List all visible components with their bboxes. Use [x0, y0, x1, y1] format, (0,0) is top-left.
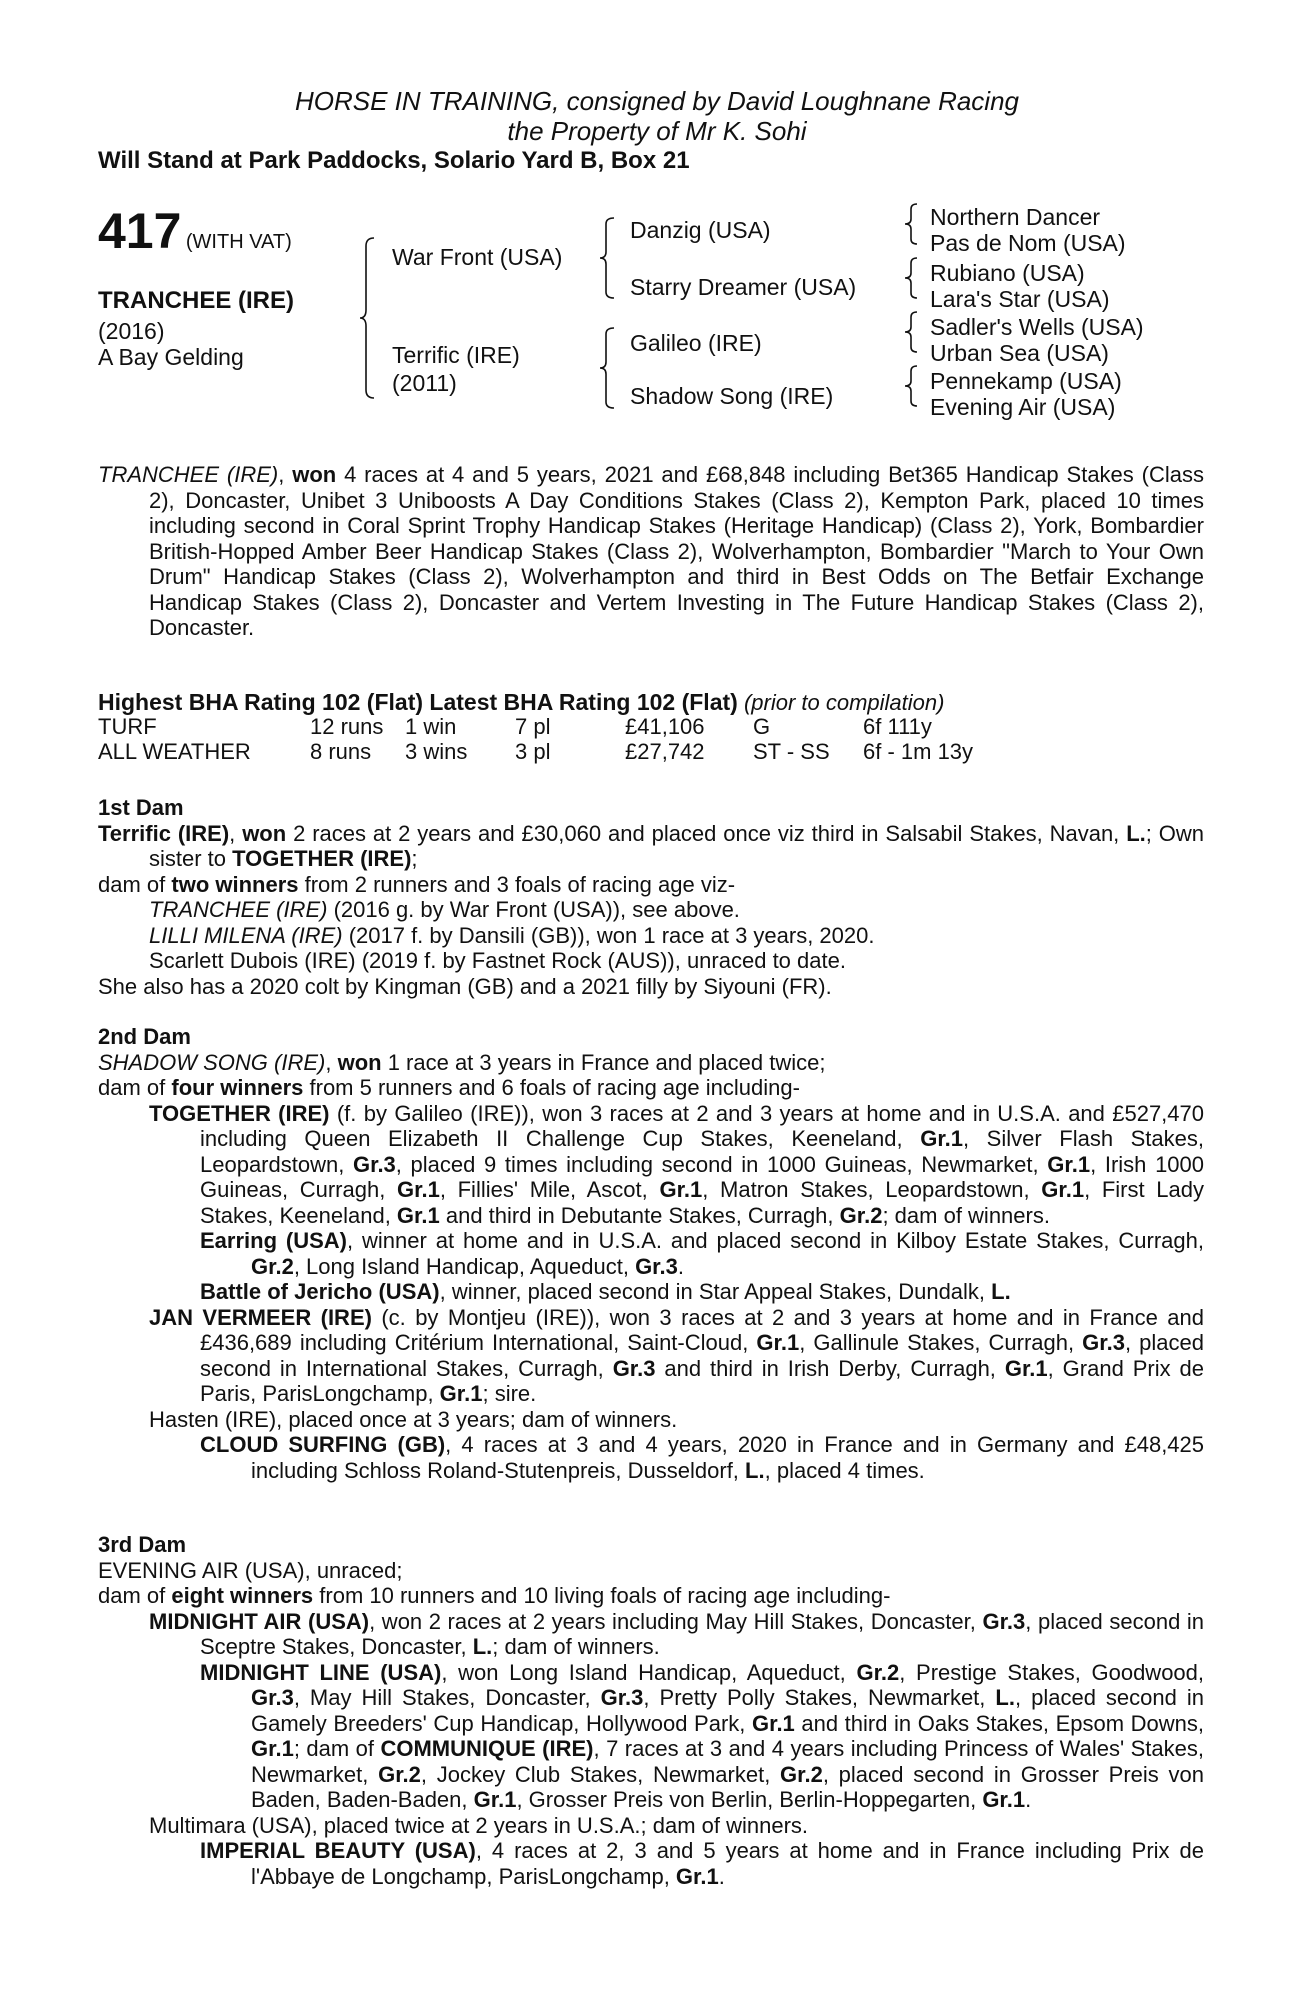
foal-text: , 4 races at 3 and 4 years, 2020 in France and in Germany and £48,425 including Schloss Roland-Stutenpreis, Dusseldorf,: [251, 1432, 1205, 1483]
pedigree-sdd: Lara's Star (USA): [930, 286, 1110, 312]
second-dam-record: SHADOW SONG (IRE), won 1 race at 3 years in France and placed twice;: [98, 1049, 826, 1075]
summary-horse-name: TRANCHEE (IRE): [98, 462, 279, 487]
foal-name: Battle of Jericho (USA): [200, 1279, 440, 1304]
foal-text: (2016 g. by War Front (USA)), see above.: [327, 897, 740, 922]
listed-tag: L.: [745, 1457, 765, 1483]
foal-text: , Gallinule Stakes, Curragh,: [799, 1330, 1083, 1355]
first-dam-sister: TOGETHER (IRE): [232, 846, 412, 871]
second-dam-produce: [98, 1075, 1204, 1101]
stand-line: Will Stand at Park Paddocks, Solario Yard B, Box 21: [98, 147, 690, 174]
foal-name: IMPERIAL BEAUTY (USA): [200, 1838, 476, 1863]
race-summary: TRANCHEE (IRE), won 4 races at 4 and 5 years, 2021 and £68,848 including Bet365 Handicap Stakes (Class 2), Doncaster, Unibet 3 Uniboosts A Day Conditions Stakes (Class 2), Kempton Park, placed 10 times including second in Coral Sprint Trophy Handicap Stakes (Heritage Handicap) (Class 2), York, Bombardier British-Hopped Amber Beer Handicap Stakes (Class 2), Wolverhampton, Bombardier "March to Your Own Drum" Handicap Stakes (Class 2), Wolverhampton and third in Best Odds on The Betfair Exchange Handicap Stakes (Class 2), Doncaster and Vertem Investing in The Future Handicap Stakes (Class 2), Doncaster.: [98, 462, 1204, 640]
second-dam-heading: 2nd Dam: [98, 1024, 191, 1049]
winners-count: two winners: [171, 871, 299, 897]
foal-text: , Matron Stakes, Leopardstown,: [702, 1177, 1042, 1202]
pedigree-ssd: Pas de Nom (USA): [930, 230, 1126, 256]
first-dam-also: She also has a 2020 colt by Kingman (GB) and a 2021 filly by Siyouni (FR).: [98, 973, 832, 999]
foal-text: ; sire.: [482, 1381, 537, 1406]
stats-going: ST - SS: [753, 739, 830, 764]
foal-text: ; dam of winners.: [492, 1634, 660, 1659]
pedigree-brace-dd: [905, 366, 921, 406]
group-tag: Gr.2: [856, 1659, 900, 1685]
group-tag: Gr.3: [982, 1608, 1026, 1634]
stats-runs: 8 runs: [310, 739, 372, 764]
pedigree-brace-ds: [905, 312, 921, 352]
pedigree-dd: Shadow Song (IRE): [630, 383, 834, 409]
foal-name: Earring (USA): [200, 1228, 348, 1253]
foal-name: LILLI MILENA (IRE): [149, 922, 343, 948]
stats-row-turf: [98, 714, 973, 739]
group-tag: Gr.1: [1004, 1355, 1048, 1381]
produce-midnight-line: [98, 1660, 1204, 1813]
second-dam-section: [98, 1024, 1204, 1483]
first-dam-text: 2 races at 2 years and £30,060 and placed once viz third in Salsabil Stakes, Navan,: [286, 820, 1127, 846]
stats-earnings: £41,106: [625, 714, 705, 739]
foal-text: , Prestige Stakes, Goodwood,: [899, 1659, 1205, 1685]
foal-name: MIDNIGHT AIR (USA): [149, 1608, 370, 1634]
group-tag: Gr.1: [982, 1787, 1026, 1812]
group-tag: Gr.1: [396, 1202, 440, 1228]
foal-text: , placed 9 times including second in 1000 Guineas, Newmarket,: [395, 1151, 1048, 1177]
listed-tag: L.: [1126, 820, 1146, 846]
pedigree-ss: Danzig (USA): [630, 217, 771, 243]
foal-text: , 7 races at 3 and 4 years including Princess of Wales' Stakes, Newmarket,: [251, 1736, 1205, 1787]
vat-label: (WITH VAT): [185, 231, 292, 253]
first-dam-produce: [98, 872, 1204, 898]
foal-text: , placed second in International Stakes, Curragh,: [200, 1330, 1204, 1381]
rating-note: (prior to compilation): [743, 690, 945, 715]
rating-line: [98, 690, 944, 716]
stats-runs: 12 runs: [310, 714, 384, 739]
foal-text: , placed second in Grosser Preis von Baden, Baden-Baden,: [251, 1761, 1204, 1812]
group-tag: Gr.3: [600, 1685, 644, 1710]
lot-number: 417: [98, 203, 182, 259]
produce-text: from 5 runners and 6 foals of racing age including-: [303, 1075, 800, 1100]
foal-text: and third in Irish Derby, Curragh,: [655, 1355, 1005, 1381]
produce-jan-vermeer: [98, 1305, 1204, 1407]
pedigree-dds: Pennekamp (USA): [930, 368, 1122, 394]
foal-text: , placed second in Sceptre Stakes, Doncaster,: [200, 1608, 1205, 1659]
stats-earnings: £27,742: [625, 739, 705, 764]
group-tag: Gr.2: [839, 1202, 883, 1228]
group-tag: Gr.2: [378, 1761, 421, 1787]
group-tag: Gr.3: [251, 1685, 294, 1710]
foal-text: and third in Oaks Stakes, Epsom Downs,: [794, 1710, 1204, 1736]
foal-text: (c. by Montjeu (IRE)), won 3 races at 2 and 3 years at home and in France and £436,689 including Critérium International, Saint-Cloud,: [200, 1304, 1205, 1355]
foal-text: , Grand Prix de Paris, ParisLongchamp,: [200, 1355, 1205, 1406]
horse-name: TRANCHEE (IRE): [98, 287, 294, 314]
foal-text: , Irish 1000 Guineas, Curragh,: [200, 1151, 1205, 1202]
pedigree-brace-sd: [905, 258, 921, 298]
foal-text: .: [718, 1863, 725, 1889]
group-tag: Gr.3: [352, 1151, 396, 1177]
group-tag: Gr.1: [1047, 1151, 1091, 1177]
foal-name: TRANCHEE (IRE): [149, 897, 328, 922]
group-tag: Gr.3: [1082, 1330, 1125, 1355]
group-tag: Gr.3: [612, 1355, 656, 1381]
foal-text: , 4 races at 2, 3 and 5 years at home and in France including Prix de l'Abbaye de Longchamp, ParisLongchamp,: [251, 1838, 1204, 1889]
winners-count: four winners: [171, 1075, 304, 1100]
foal-text: , May Hill Stakes, Doncaster,: [293, 1685, 601, 1710]
stats-surface: TURF: [98, 714, 157, 739]
produce-together: [98, 1101, 1204, 1229]
group-tag: Gr.2: [251, 1253, 294, 1279]
stats-placed: 3 pl: [515, 739, 551, 764]
group-tag: Gr.1: [1041, 1177, 1085, 1202]
stats-distance: 6f - 1m 13y: [863, 739, 974, 764]
dam-of-label: dam of: [98, 1075, 172, 1100]
foal-text: , won Long Island Handicap, Aqueduct,: [441, 1659, 857, 1685]
foal-text: , placed second in Gamely Breeders' Cup Handicap, Hollywood Park,: [251, 1685, 1205, 1736]
pedigree-ddd: Evening Air (USA): [930, 394, 1116, 420]
foal-text: (2017 f. by Dansili (GB)), won 1 race at 3 years, 2020.: [342, 922, 875, 948]
pedigree-dam: Terrific (IRE): [392, 342, 520, 368]
summary-won: won: [292, 462, 337, 487]
foal-entry: [98, 923, 1204, 949]
first-dam-name: Terrific (IRE): [98, 820, 230, 846]
produce-multimara: Multimara (USA), placed twice at 2 years in U.S.A.; dam of winners.: [149, 1812, 809, 1838]
produce-cloud-surfing: [98, 1432, 1204, 1483]
group-tag: Gr.1: [756, 1330, 800, 1355]
produce-earring: Earring (USA), winner at home and in U.S.A. and placed second in Kilboy Estate Stakes, Curragh, Gr.2, Long Island Handicap, Aqueduct, Gr.3.: [200, 1228, 1204, 1279]
second-dam-text: 1 race at 3 years in France and placed twice;: [381, 1049, 826, 1075]
stats-placed: 7 pl: [515, 714, 551, 739]
pedigree-brace-sire: [600, 218, 620, 298]
foal-text: , won 2 races at 2 years including May Hill Stakes, Doncaster,: [369, 1608, 983, 1634]
stats-surface: ALL WEATHER: [98, 739, 251, 764]
pedigree-sss: Northern Dancer: [930, 204, 1101, 230]
foal-text: , First Lady Stakes, Keeneland,: [200, 1177, 1205, 1228]
foal-name: JAN VERMEER (IRE): [149, 1304, 372, 1330]
group-tag: Gr.1: [920, 1126, 964, 1151]
produce-text: from 10 runners and 10 living foals of racing age including-: [313, 1583, 891, 1608]
foal-text: ; dam of: [293, 1736, 381, 1761]
produce-midnight-air: [98, 1609, 1204, 1660]
listed-tag: L.: [991, 1279, 1011, 1304]
pedigree-ds: Galileo (IRE): [630, 330, 762, 356]
foal-text: , winner, placed second in Star Appeal Stakes, Dundalk,: [439, 1279, 992, 1304]
produce-hasten: Hasten (IRE), placed once at 3 years; dam of winners.: [149, 1406, 678, 1432]
third-dam-produce: [98, 1583, 1204, 1609]
pedigree-sds: Rubiano (USA): [930, 260, 1085, 286]
stats-going: G: [753, 714, 771, 739]
third-dam-section: [98, 1532, 1204, 1889]
foal-text: , Pretty Polly Stakes, Newmarket,: [643, 1685, 996, 1710]
foal-text: , Grosser Preis von Berlin, Berlin-Hoppegarten,: [516, 1787, 983, 1812]
group-tag: Gr.1: [397, 1177, 440, 1202]
stats-wins: 3 wins: [405, 739, 468, 764]
group-tag: Gr.3: [635, 1253, 678, 1279]
group-tag: Gr.1: [439, 1381, 483, 1406]
pedigree-sd: Starry Dreamer (USA): [630, 274, 857, 300]
foal-name: TOGETHER (IRE): [149, 1100, 330, 1126]
first-dam-text: ; Own sister to: [149, 820, 1204, 871]
group-tag: Gr.2: [780, 1761, 823, 1787]
stats-row-aw: [98, 739, 973, 764]
horse-description: A Bay Gelding: [98, 344, 244, 370]
foal-entry: [98, 897, 1204, 923]
listed-tag: L.: [472, 1634, 493, 1659]
foal-text: .: [1025, 1787, 1032, 1812]
foal-entry: Scarlett Dubois (IRE) (2019 f. by Fastnet Rock (AUS)), unraced to date.: [149, 948, 846, 973]
group-tag: Gr.1: [751, 1710, 795, 1736]
foal-text: , Long Island Handicap, Aqueduct,: [293, 1253, 636, 1279]
pedigree-sire: War Front (USA): [392, 244, 563, 270]
foal-text: , placed 4 times.: [764, 1457, 925, 1483]
second-dam-name: SHADOW SONG (IRE): [98, 1049, 326, 1075]
produce-imperial-beauty: [98, 1838, 1204, 1889]
second-dam-won: won: [337, 1049, 382, 1075]
property-line: the Property of Mr K. Sohi: [507, 116, 807, 146]
foal-text: , winner at home and in U.S.A. and placed second in Kilboy Estate Stakes, Curragh,: [347, 1228, 1204, 1253]
pedigree-brace-main: [360, 238, 380, 398]
pedigree-brace-dam: [600, 328, 620, 408]
foaling-year: (2016): [98, 318, 165, 344]
pedigree-brace-ss: [905, 204, 921, 244]
pedigree-dss: Sadler's Wells (USA): [930, 314, 1144, 340]
consignor-line: HORSE IN TRAINING, consigned by David Loughnane Racing: [294, 86, 1019, 116]
pedigree-dsd: Urban Sea (USA): [930, 340, 1109, 366]
listed-tag: L.: [995, 1685, 1015, 1710]
first-dam-record: Terrific (IRE), won 2 races at 2 years and £30,060 and placed once viz third in Salsabil Stakes, Navan, L.; Own sister to TOGETHER (IRE);: [98, 820, 1204, 871]
third-dam-heading: 3rd Dam: [98, 1532, 187, 1557]
first-dam-text: ;: [411, 846, 418, 871]
group-tag: Gr.1: [251, 1736, 294, 1761]
group-tag: Gr.1: [675, 1863, 719, 1889]
foal-text: and third in Debutante Stakes, Curragh,: [439, 1202, 840, 1228]
produce-text: from 2 runners and 3 foals of racing age viz-: [298, 871, 736, 897]
rating-bold: Highest BHA Rating 102 (Flat) Latest BHA Rating 102 (Flat): [98, 689, 738, 715]
produce-battle: [98, 1279, 1204, 1305]
stats-table: [98, 714, 973, 764]
winners-count: eight winners: [171, 1583, 314, 1608]
stats-distance: 6f 111y: [863, 714, 932, 739]
first-dam-section: [98, 795, 1204, 999]
lot-block: [98, 202, 292, 260]
foal-text: ; dam of winners.: [882, 1202, 1050, 1228]
group-tag: Gr.1: [473, 1787, 517, 1812]
stats-wins: 1 win: [405, 714, 457, 739]
foal-name: COMMUNIQUE (IRE): [380, 1736, 594, 1761]
dam-of-label: dam of: [98, 871, 172, 897]
foal-name: CLOUD SURFING (GB): [200, 1432, 446, 1457]
summary-text: 4 races at 4 and 5 years, 2021 and £68,848 including Bet365 Handicap Stakes (Class 2), Doncaster, Unibet 3 Uniboosts A Day Conditions Stakes (Class 2), Kempton Park, placed 10 times including second in Coral Sprint Trophy Handicap Stakes (Heritage Handicap) (Class 2), York, Bombardier British-Hopped Amber Beer Handicap Stakes (Class 2), Wolverhampton, Bombardier "March to Your Own Drum" Handicap Stakes (Class 2), Wolverhampton and third in Best Odds on The Betfair Exchange Handicap Stakes (Class 2), Doncaster and Vertem Investing in The Future Handicap Stakes (Class 2), Doncaster.: [149, 462, 1204, 640]
group-tag: Gr.1: [659, 1177, 703, 1202]
foal-text: , Fillies' Mile, Ascot,: [439, 1177, 660, 1202]
foal-text: (f. by Galileo (IRE)), won 3 races at 2 and 3 years at home and in U.S.A. and £527,470 including Queen Elizabeth II Challenge Cup Stakes, Keeneland,: [200, 1100, 1205, 1151]
dam-of-label: dam of: [98, 1583, 172, 1608]
first-dam-heading: 1st Dam: [98, 795, 184, 820]
foal-text: , Jockey Club Stakes, Newmarket,: [420, 1761, 781, 1787]
foal-name: MIDNIGHT LINE (USA): [200, 1659, 442, 1685]
pedigree-dam-year: (2011): [392, 370, 457, 396]
third-dam-record: EVENING AIR (USA), unraced;: [98, 1557, 403, 1583]
first-dam-won: won: [242, 820, 287, 846]
foal-text: , Silver Flash Stakes, Leopardstown,: [200, 1126, 1204, 1177]
